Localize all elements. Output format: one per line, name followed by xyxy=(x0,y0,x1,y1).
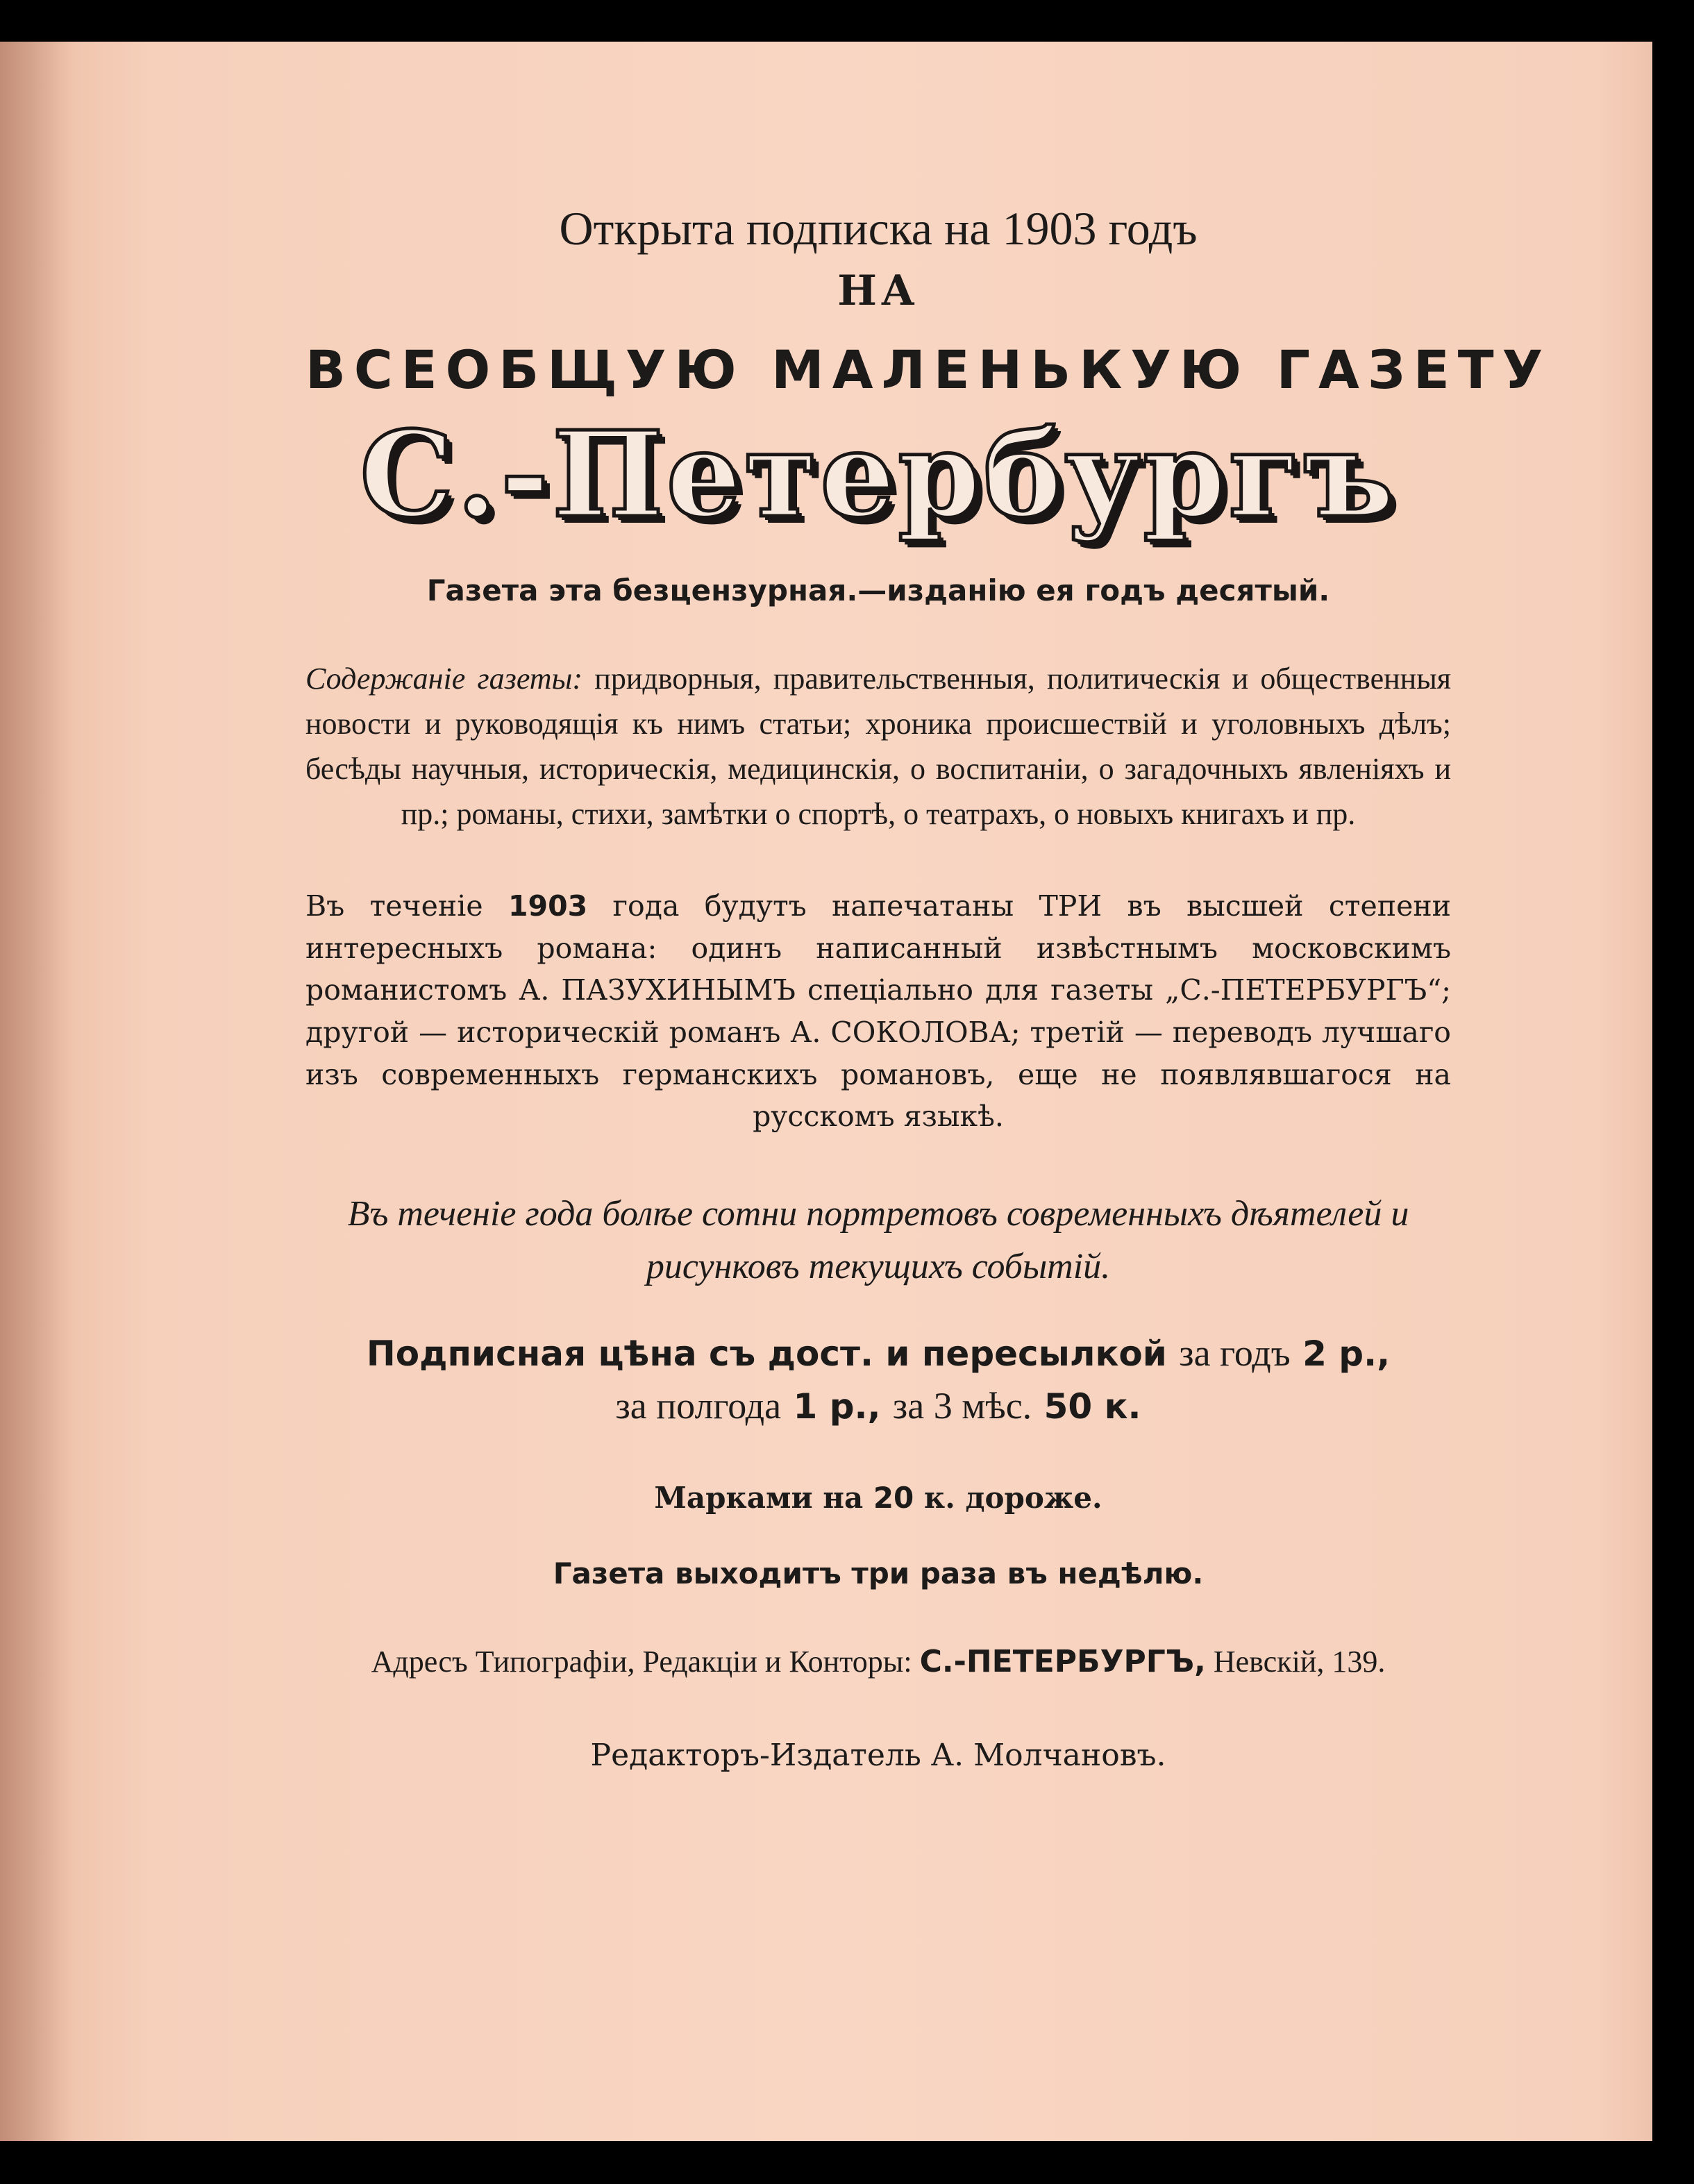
page-spine-shadow xyxy=(0,42,76,2141)
stamps-text-end: к. дороже. xyxy=(923,1481,1102,1515)
stamps-amount: 20 xyxy=(873,1481,914,1515)
price-label: Подписная цѣна съ дост. и пересылкой xyxy=(366,1333,1167,1374)
novels-year: 1903 xyxy=(508,889,588,923)
contents-text: придворныя, правительственныя, политическія и общественныя новости и руководящія къ нимъ статьи; хроника происшествій и уголовныхъ дѣлъ; бесѣды научныя, историческія, медицинскія, о воспитаніи, о загадочныхъ явленіяхъ и пр.; романы, стихи, замѣтки о спортѣ, о театрахъ, о новыхъ книгахъ и пр. xyxy=(305,661,1451,832)
document-page xyxy=(0,42,1652,2141)
price-amount-quarter: 50 к. xyxy=(1043,1386,1141,1427)
advertisement-content xyxy=(305,146,1552,1774)
address-city: С.-ПЕТЕРБУРГЪ, xyxy=(919,1644,1206,1680)
stamps-note xyxy=(305,1481,1451,1515)
frequency-note: Газета выходитъ три раза въ недѣлю. xyxy=(553,1556,1204,1591)
editor-line: Редакторъ-Издатель А. Молчановъ. xyxy=(590,1738,1166,1774)
price-period-quarter: за 3 мѣс. xyxy=(892,1384,1032,1427)
price-amount-year: 2 р., xyxy=(1302,1333,1391,1374)
stamps-text-start: Марками на xyxy=(654,1481,864,1515)
price-line-year xyxy=(305,1327,1451,1380)
price-amount-half: 1 р., xyxy=(793,1386,881,1427)
preposition-heading: НА xyxy=(837,267,919,316)
novels-paragraph xyxy=(305,885,1451,1138)
newspaper-type-heading: ВСЕОБЩУЮ МАЛЕНЬКУЮ ГАЗЕТУ xyxy=(305,339,1552,401)
price-period-year: за годъ xyxy=(1179,1332,1291,1374)
newspaper-title: С.-Петербургъ xyxy=(360,405,1397,545)
address-label: Адресъ Типографіи, Редакціи и Конторы: xyxy=(371,1645,912,1679)
address-street: Невскій, 139. xyxy=(1213,1645,1386,1679)
novels-text-rest: года будутъ напечатаны ТРИ въ высшей степени интересныхъ романа: одинъ написанный извѣстнымъ московскимъ романистомъ А. ПАЗУХИНЫМЪ спеціально для газеты „С.-ПЕТЕРБУРГЪ“; другой — историческій романъ А. СОКОЛОВА; третій — переводъ лучшаго изъ современныхъ германскихъ романовъ, еще не появлявшагося на русскомъ языкѣ. xyxy=(305,889,1451,1134)
illustrations-paragraph: Въ теченіе года болѣе сотни портретовъ современныхъ дѣятелей и рисунковъ текущихъ событій. xyxy=(347,1194,1409,1286)
novels-text-start: Въ теченіе xyxy=(305,889,483,923)
price-period-half: за полгода xyxy=(615,1384,782,1427)
price-line-half xyxy=(305,1380,1451,1433)
subscription-heading: Открыта подписка на 1903 годъ xyxy=(559,202,1198,255)
price-paragraph xyxy=(305,1327,1451,1432)
censor-statement: Газета эта безцензурная.—изданію ея годъ десятый. xyxy=(426,573,1330,607)
contents-lead: Содержаніе газеты: xyxy=(305,661,582,696)
address-paragraph xyxy=(305,1639,1451,1685)
contents-paragraph xyxy=(305,656,1451,837)
